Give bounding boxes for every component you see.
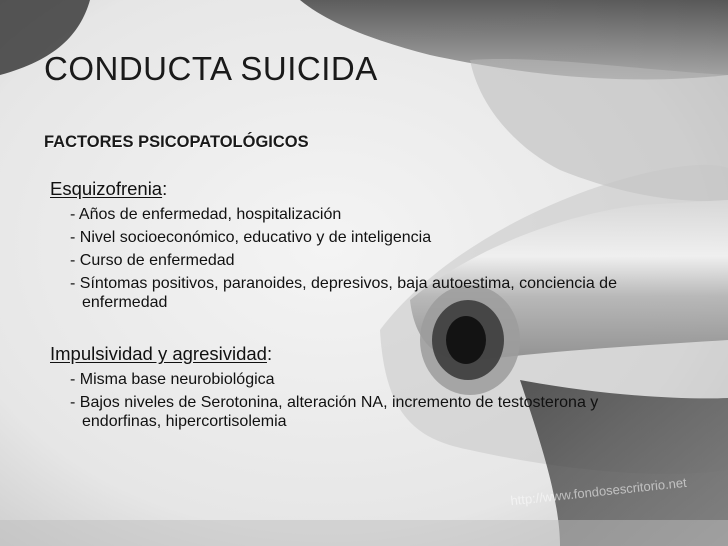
list-item: - Curso de enfermedad xyxy=(70,251,650,270)
list-item: - Años de enfermedad, hospitalización xyxy=(70,205,650,224)
section-heading xyxy=(50,343,650,365)
heading-colon: : xyxy=(266,343,273,364)
heading-colon: : xyxy=(162,178,168,199)
section-heading-text: Esquizofrenia xyxy=(50,178,163,199)
watermark-text: http://www.fondosescritorio.net xyxy=(509,474,688,509)
list-item: - Misma base neurobiológica xyxy=(70,370,650,389)
slide-subtitle: FACTORES PSICOPATOLÓGICOS xyxy=(44,133,309,151)
list-item: - Bajos niveles de Serotonina, alteración NA, incremento de testosterona y endorfinas, hipercortisolemia xyxy=(70,393,650,431)
section-esquizofrenia xyxy=(50,178,650,316)
item-list xyxy=(70,205,650,312)
item-list xyxy=(70,370,650,431)
section-heading-text: Impulsividad y agresividad xyxy=(50,343,267,364)
slide-title: CONDUCTA SUICIDA xyxy=(44,50,378,87)
list-item: - Nivel socioeconómico, educativo y de inteligencia xyxy=(70,228,650,247)
list-item: - Síntomas positivos, paranoides, depresivos, baja autoestima, conciencia de enfermedad xyxy=(70,274,650,312)
section-impulsividad xyxy=(50,343,650,435)
section-heading xyxy=(50,178,650,200)
